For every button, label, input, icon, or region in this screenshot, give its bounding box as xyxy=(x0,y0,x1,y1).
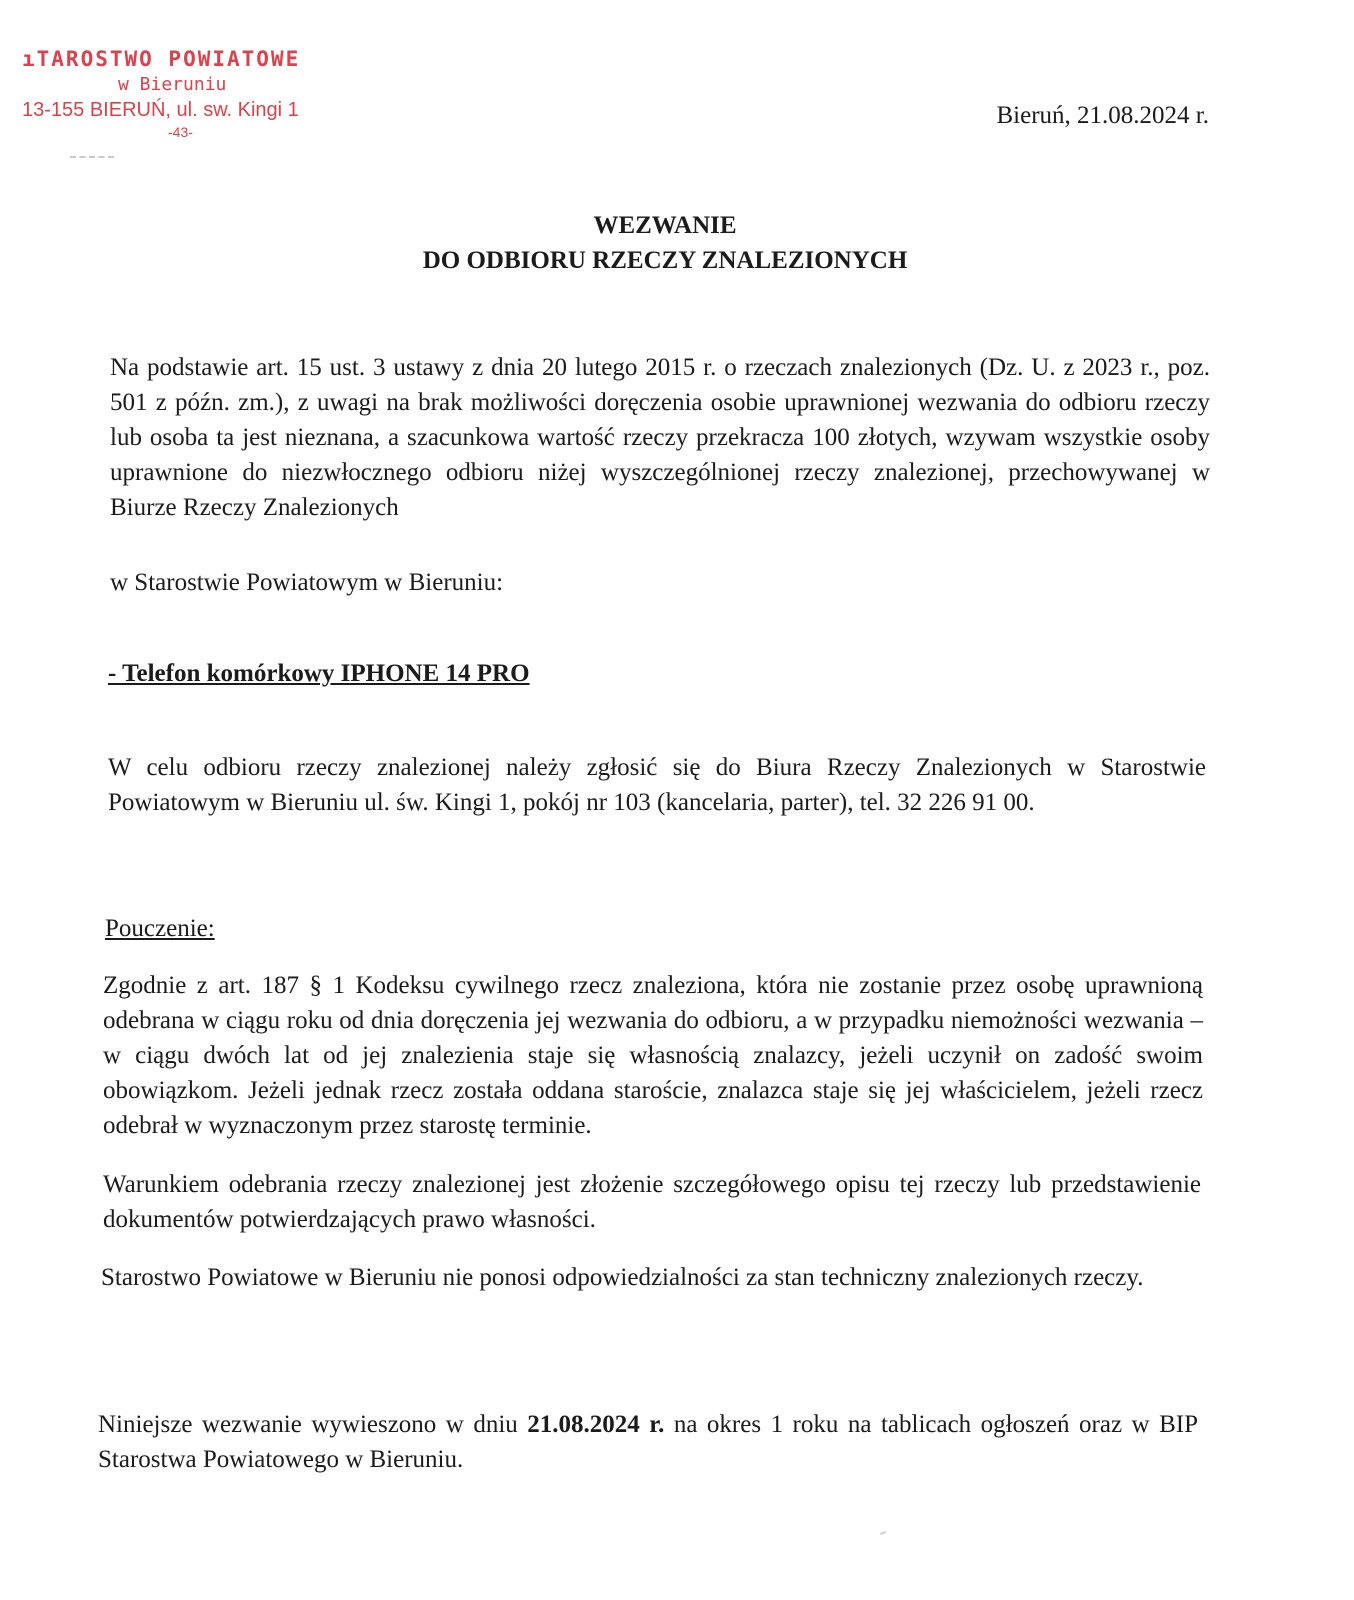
stamp-address: 13-155 BIERUŃ, ul. sw. Kingi 1 xyxy=(22,99,299,121)
intro-paragraph: Na podstawie art. 15 ust. 3 ustawy z dnia 20 lutego 2015 r. o rzeczach znalezionych (Dz. U. z 2023 r., poz. 501 z późn. zm.), z uwagi na brak możliwości doręczenia osobie uprawnionej wezwania do odbioru rzeczy lub osoba ta jest nieznana, a szacunkowa wartość rzeczy przekracza 100 złotych, wzywam wszystkie osoby uprawnione do niezwłocznego odbioru niżej wyszczególnionej rzeczy znalezionej, przechowywanej w Biurze Rzeczy Znalezionych xyxy=(110,354,1210,521)
posting-notice-paragraph xyxy=(98,1407,1198,1477)
liability-paragraph: Starostwo Powiatowe w Bieruniu nie ponosi odpowiedzialności za stan techniczny znalezionych rzeczy. xyxy=(101,1264,1144,1291)
found-item: - Telefon komórkowy IPHONE 14 PRO xyxy=(108,660,530,687)
stamp-office-name: ıTAROSTWO POWIATOWE xyxy=(22,47,301,71)
pickup-instructions-paragraph: W celu odbioru rzeczy znalezionej należy zgłosić się do Biura Rzeczy Znalezionych w Starostwie Powiatowym w Bieruniu ul. św. Kingi 1, pokój nr 103 (kancelaria, parter), tel. 32 226 91 00. xyxy=(108,754,1206,816)
scan-speck xyxy=(880,1531,886,1535)
posting-notice-text-after: na okres 1 roku na tablicach ogłoszeń oraz w BIP Starostwa Powiatowego w Bieruniu. xyxy=(98,1411,1198,1473)
stamp-number: -43- xyxy=(168,124,193,140)
document-title xyxy=(0,208,1330,278)
posting-notice-text-before: Niniejsze wezwanie wywieszono w dniu xyxy=(98,1411,528,1438)
conditions-paragraph: Warunkiem odebrania rzeczy znalezionej jest złożenie szczegółowego opisu tej rzeczy lub przedstawienie dokumentów potwierdzających prawo własności. xyxy=(103,1171,1201,1233)
title-line-2: DO ODBIORU RZECZY ZNALEZIONYCH xyxy=(422,247,908,274)
title-line-1: WEZWANIE xyxy=(593,212,737,239)
stamp-dash-mark xyxy=(70,156,114,158)
legal-basis-paragraph: Zgodnie z art. 187 § 1 Kodeksu cywilnego rzecz znaleziona, która nie zostanie przez osobę uprawnioną odebrana w ciągu roku od dnia doręczenia jej wezwania do odbioru, a w przypadku niemożności wezwania – w ciągu dwóch lat od jej znalezienia staje się własnością znalazcy, jeżeli uczynił on zadość swoim obowiązkom. Jeżeli jednak rzecz została oddana staroście, znalazca staje się jej właścicielem, jeżeli rzecz odebrał w wyznaczonym przez starostę terminie. xyxy=(103,972,1203,1139)
official-stamp xyxy=(22,44,352,140)
instruction-heading: Pouczenie: xyxy=(105,915,215,942)
intro-paragraph-continuation: w Starostwie Powiatowym w Bieruniu: xyxy=(110,569,504,596)
posting-notice-date: 21.08.2024 r. xyxy=(527,1411,665,1438)
document-date: Bieruń, 21.08.2024 r. xyxy=(996,102,1209,129)
stamp-location: w Bieruniu xyxy=(118,74,227,95)
